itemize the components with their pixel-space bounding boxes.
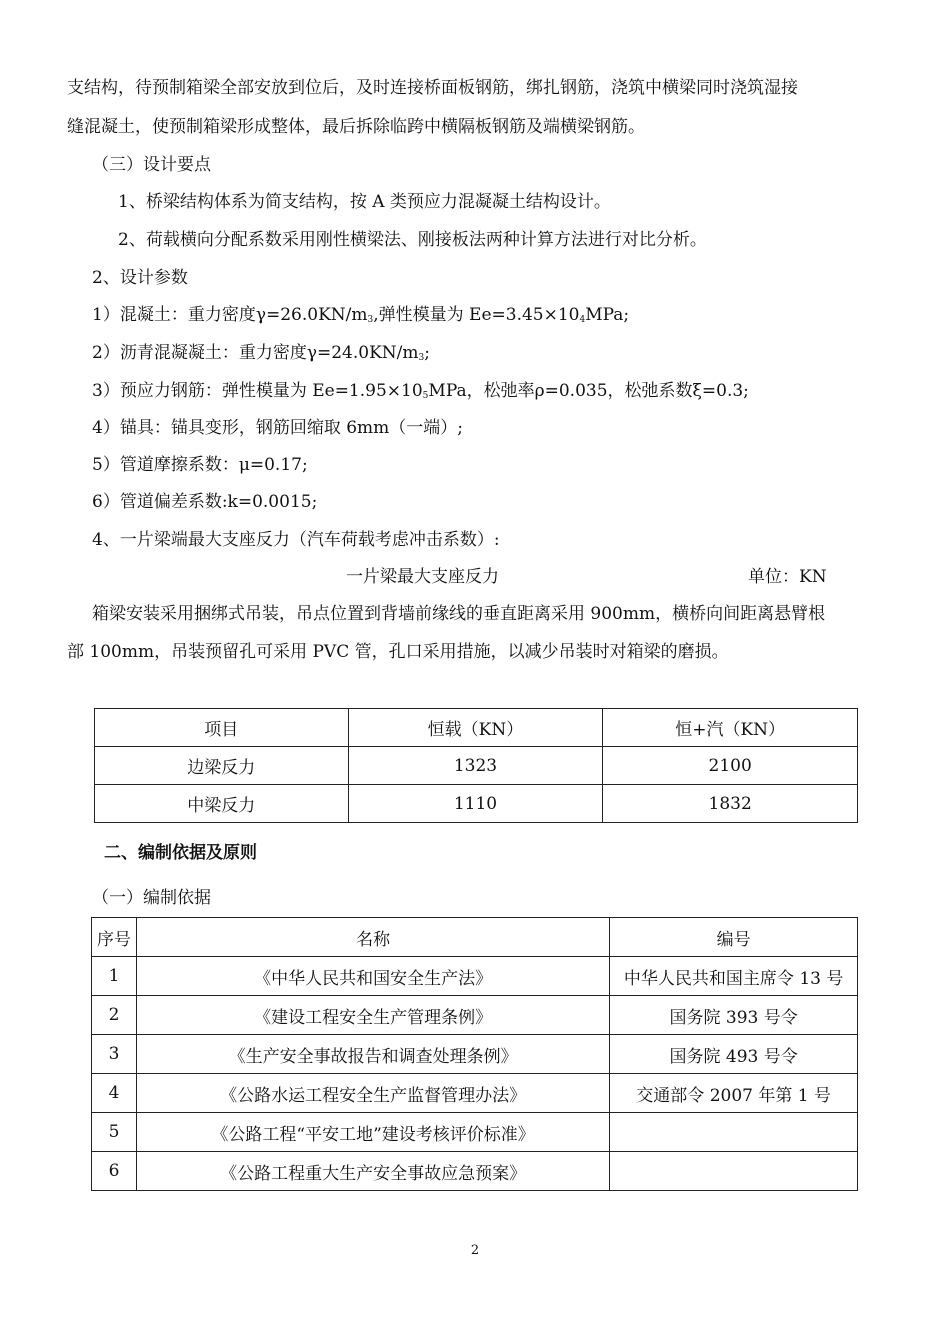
page-number: 2 xyxy=(470,1243,480,1258)
param-prestress xyxy=(92,381,749,406)
design-points-heading: （三）设计要点 xyxy=(92,155,211,175)
table-cell: 6 xyxy=(92,1152,137,1191)
lifting-para-2: 部 100mm，吊装预留孔可采用 PVC 管，孔口采用措施，以减少吊装时对箱梁的磨损。 xyxy=(67,642,729,662)
param-asphalt xyxy=(92,343,430,368)
param-asphalt-a: 2）沥青混凝凝土：重力密度γ=24.0KN/m xyxy=(92,343,419,363)
intro-line-2: 缝混凝土，使预制箱梁形成整体，最后拆除临跨中横隔板钢筋及端横梁钢筋。 xyxy=(67,117,645,137)
param-prestress-sup: 5 xyxy=(422,391,429,401)
table-cell: 《公路工程重大生产安全事故应急预案》 xyxy=(136,1152,609,1191)
table-cell xyxy=(610,1152,858,1191)
param-anchor: 4）锚具：锚具变形，钢筋回缩取 6mm（一端）; xyxy=(92,418,464,438)
intro-line-1: 支结构，待预制箱梁全部安放到位后，及时连接桥面板钢筋，绑扎钢筋，浇筑中横梁同时浇筑湿接 xyxy=(67,78,798,98)
table-row xyxy=(92,1113,858,1152)
param-deviation: 6）管道偏差系数:k=0.0015; xyxy=(92,492,318,512)
table-cell: 中华人民共和国主席令 13 号 xyxy=(610,957,858,996)
table-cell: 1110 xyxy=(348,785,603,823)
design-point-2: 2、荷载横向分配系数采用刚性横梁法、刚接板法两种计算方法进行对比分析。 xyxy=(118,230,707,250)
param-concrete xyxy=(92,305,629,330)
param-asphalt-c: ; xyxy=(424,343,430,363)
table-row xyxy=(95,747,858,785)
table-row xyxy=(92,996,858,1035)
param-concrete-sup: 3 xyxy=(367,315,374,325)
param-friction: 5）管道摩擦系数：μ=0.17; xyxy=(92,455,308,475)
table-cell: 《中华人民共和国安全生产法》 xyxy=(136,957,609,996)
param-concrete-a: 1）混凝土：重力密度γ=26.0KN/m xyxy=(92,305,368,325)
table-cell: 《建设工程安全生产管理条例》 xyxy=(136,996,609,1035)
table-header-cell: 恒+汽（KN） xyxy=(603,709,858,747)
section-2-heading: 二、编制依据及原则 xyxy=(104,843,257,863)
param-prestress-c: MPa，松弛率ρ=0.035，松弛系数ξ=0.3; xyxy=(428,381,749,401)
table-row xyxy=(92,1152,858,1191)
table-header-row xyxy=(95,709,858,747)
table-cell: 交通部令 2007 年第 1 号 xyxy=(610,1074,858,1113)
table-cell: 4 xyxy=(92,1074,137,1113)
table-cell: 5 xyxy=(92,1113,137,1152)
param-concrete-sup2: 4 xyxy=(579,315,586,325)
reaction-heading: 4、一片梁端最大支座反力（汽车荷载考虑冲击系数）: xyxy=(92,530,500,550)
table-cell: 3 xyxy=(92,1035,137,1074)
table-header-cell: 序号 xyxy=(92,918,137,957)
reaction-table xyxy=(94,708,858,823)
param-concrete-c: MPa; xyxy=(585,305,630,325)
table-cell: 2100 xyxy=(603,747,858,785)
table-cell: 《公路水运工程安全生产监督管理办法》 xyxy=(136,1074,609,1113)
param-prestress-a: 3）预应力钢筋：弹性模量为 Ee=1.95×10 xyxy=(92,381,423,401)
table-cell: 边梁反力 xyxy=(95,747,349,785)
table-cell: 中梁反力 xyxy=(95,785,349,823)
table-header-row xyxy=(92,918,858,957)
basis-table xyxy=(91,917,858,1191)
table-cell: 国务院 493 号令 xyxy=(610,1035,858,1074)
table-row xyxy=(95,785,858,823)
table-cell xyxy=(610,1113,858,1152)
table-header-cell: 编号 xyxy=(610,918,858,957)
table-cell: 国务院 393 号令 xyxy=(610,996,858,1035)
params-heading: 2、设计参数 xyxy=(92,268,188,288)
table-row xyxy=(92,957,858,996)
table-cell: 《公路工程“平安工地”建设考核评价标准》 xyxy=(136,1113,609,1152)
table-header-cell: 名称 xyxy=(136,918,609,957)
table-header-cell: 恒载（KN） xyxy=(348,709,603,747)
table-cell: 2 xyxy=(92,996,137,1035)
table-cell: 《生产安全事故报告和调查处理条例》 xyxy=(136,1035,609,1074)
param-asphalt-sup: 3 xyxy=(418,353,425,363)
lifting-para-1: 箱梁安装采用捆绑式吊装，吊点位置到背墙前缘线的垂直距离采用 900mm，横桥向间距离悬臂根 xyxy=(92,604,826,624)
param-concrete-b: ,弹性模量为 Ee=3.45×10 xyxy=(373,305,580,325)
table-cell: 1832 xyxy=(603,785,858,823)
design-point-1: 1、桥梁结构体系为简支结构，按 A 类预应力混凝凝土结构设计。 xyxy=(118,192,611,212)
table-row xyxy=(92,1074,858,1113)
table-cell: 1323 xyxy=(348,747,603,785)
section-2-subheading: （一）编制依据 xyxy=(92,888,211,908)
reaction-unit: 单位：KN xyxy=(748,567,827,587)
table-row xyxy=(92,1035,858,1074)
table-header-cell: 项目 xyxy=(95,709,349,747)
reaction-caption: 一片梁最大支座反力 xyxy=(346,567,499,587)
table-cell: 1 xyxy=(92,957,137,996)
